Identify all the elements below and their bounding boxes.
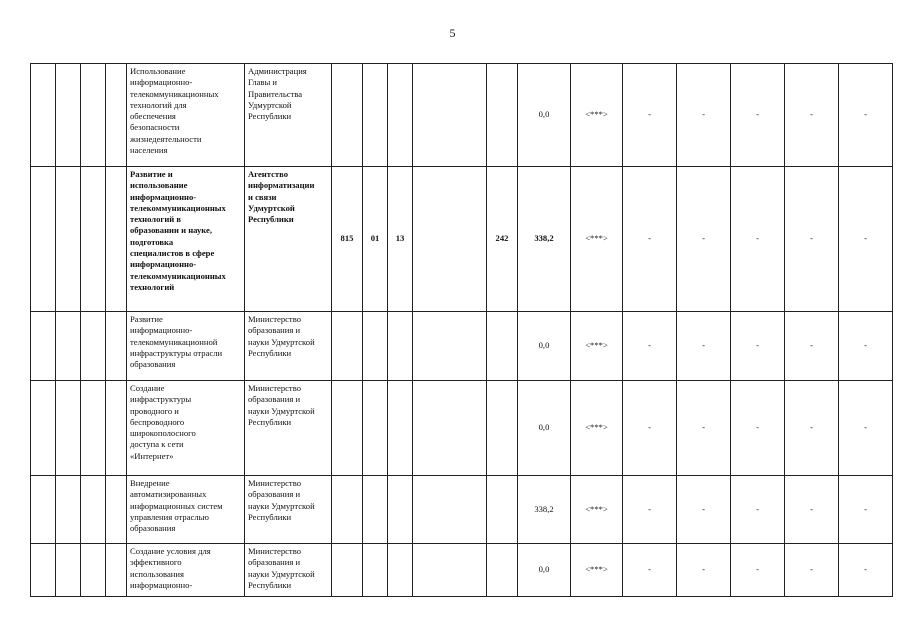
budget-code-cell	[413, 544, 487, 597]
code-cell	[81, 544, 106, 597]
text-line: Использование	[130, 66, 186, 76]
text-line: Развитие	[130, 314, 163, 324]
budget-code-cell	[388, 64, 413, 167]
note-mark-cell: <***>	[571, 64, 623, 167]
text-line: образования	[130, 359, 176, 370]
code-cell	[56, 167, 81, 312]
code-cell	[106, 476, 127, 544]
code-cell	[81, 381, 106, 476]
code-cell	[106, 167, 127, 312]
amount-cell: 0,0	[518, 312, 571, 381]
dash-cell: -	[623, 312, 677, 381]
dash-cell: -	[623, 381, 677, 476]
text-line: инфраструктуры отрасли	[130, 347, 223, 358]
text-line: телекоммуникационных	[130, 202, 226, 213]
table-row	[31, 476, 893, 544]
measure-name-cell	[127, 476, 245, 544]
text-line: Главы и	[248, 77, 278, 88]
budget-code-cell	[487, 64, 518, 167]
text-line: Министерство	[248, 478, 301, 488]
dash-cell: -	[785, 64, 839, 167]
text-line: телекоммуникационной	[130, 336, 218, 347]
text-line: Создание условия для	[130, 546, 211, 556]
budget-code-cell	[332, 381, 363, 476]
budget-code-cell: 13	[388, 167, 413, 312]
code-cell	[31, 381, 56, 476]
text-line: телекоммуникационных	[130, 88, 219, 99]
budget-code-cell	[388, 312, 413, 381]
code-cell	[81, 476, 106, 544]
budget-code-cell	[487, 544, 518, 597]
amount-cell: 0,0	[518, 64, 571, 167]
amount-cell: 338,2	[518, 476, 571, 544]
dash-cell: -	[839, 167, 893, 312]
budget-code-cell	[363, 544, 388, 597]
budget-code-cell	[413, 381, 487, 476]
budget-code-cell	[487, 312, 518, 381]
text-line: образования и	[248, 394, 301, 405]
text-line: Республики	[248, 511, 292, 522]
budget-code-cell	[413, 64, 487, 167]
code-cell	[31, 64, 56, 167]
code-cell	[106, 381, 127, 476]
text-line: технологий	[130, 281, 175, 292]
text-line: широкополосного	[130, 428, 196, 439]
code-cell	[81, 167, 106, 312]
budget-code-cell	[363, 312, 388, 381]
table-row	[31, 312, 893, 381]
table-row	[31, 544, 893, 597]
text-line: управления отраслью	[130, 511, 209, 522]
text-line: информационно-	[130, 579, 193, 590]
measure-name-cell	[127, 167, 245, 312]
note-mark-cell: <***>	[571, 544, 623, 597]
text-line: использование	[130, 180, 188, 191]
note-mark-cell: <***>	[571, 312, 623, 381]
program-table	[30, 63, 893, 597]
dash-cell: -	[839, 476, 893, 544]
text-line: эффективного	[130, 557, 182, 568]
code-cell	[56, 64, 81, 167]
text-line: телекоммуникационных	[130, 270, 226, 281]
measure-name-cell	[127, 64, 245, 167]
code-cell	[31, 312, 56, 381]
dash-cell: -	[623, 476, 677, 544]
note-mark-cell: <***>	[571, 167, 623, 312]
dash-cell: -	[623, 167, 677, 312]
code-cell	[31, 167, 56, 312]
text-line: жизнедеятельности	[130, 133, 202, 144]
code-cell	[31, 476, 56, 544]
text-line: образования и	[248, 489, 301, 500]
text-line: технологий для	[130, 99, 187, 110]
budget-code-cell	[363, 64, 388, 167]
note-mark-cell: <***>	[571, 476, 623, 544]
dash-cell: -	[731, 544, 785, 597]
text-line: Министерство	[248, 383, 301, 393]
text-line: и связи	[248, 191, 277, 202]
dash-cell: -	[785, 476, 839, 544]
measure-name-cell	[127, 381, 245, 476]
budget-code-cell	[332, 312, 363, 381]
text-line: инфраструктуры	[130, 394, 192, 405]
text-line: информационно-	[130, 77, 193, 88]
code-cell	[106, 64, 127, 167]
text-line: беспроводного	[130, 416, 185, 427]
dash-cell: -	[785, 381, 839, 476]
budget-code-cell	[332, 476, 363, 544]
text-line: Правительства	[248, 88, 303, 99]
text-line: проводного и	[130, 405, 179, 416]
code-cell	[56, 312, 81, 381]
text-line: Развитие и	[130, 169, 173, 179]
budget-code-cell	[413, 476, 487, 544]
dash-cell: -	[731, 64, 785, 167]
executor-cell	[245, 544, 332, 597]
budget-code-cell: 815	[332, 167, 363, 312]
dash-cell: -	[677, 167, 731, 312]
code-cell	[106, 544, 127, 597]
text-line: технологий в	[130, 214, 182, 225]
dash-cell: -	[731, 167, 785, 312]
budget-code-cell	[332, 544, 363, 597]
dash-cell: -	[677, 381, 731, 476]
text-line: Создание	[130, 383, 165, 393]
budget-code-cell	[388, 476, 413, 544]
text-line: науки Удмуртской	[248, 405, 315, 416]
text-line: безопасности	[130, 122, 180, 133]
executor-cell	[245, 476, 332, 544]
executor-cell	[245, 381, 332, 476]
dash-cell: -	[839, 544, 893, 597]
text-line: Министерство	[248, 546, 301, 556]
dash-cell: -	[785, 544, 839, 597]
text-line: Республики	[248, 347, 292, 358]
text-line: Республики	[248, 111, 292, 122]
code-cell	[31, 544, 56, 597]
executor-cell	[245, 312, 332, 381]
dash-cell: -	[839, 64, 893, 167]
text-line: науки Удмуртской	[248, 336, 315, 347]
amount-cell: 0,0	[518, 544, 571, 597]
executor-cell	[245, 64, 332, 167]
text-line: образования и	[248, 325, 301, 336]
text-line: обеспечения	[130, 111, 176, 122]
budget-code-cell	[363, 476, 388, 544]
table-row	[31, 381, 893, 476]
text-line: образовании и науке,	[130, 225, 213, 236]
budget-code-cell: 242	[487, 167, 518, 312]
dash-cell: -	[677, 544, 731, 597]
text-line: Удмуртской	[248, 99, 292, 110]
budget-code-cell	[413, 167, 487, 312]
text-line: «Интернет»	[130, 450, 174, 461]
note-mark-cell: <***>	[571, 381, 623, 476]
dash-cell: -	[839, 381, 893, 476]
budget-code-cell	[413, 312, 487, 381]
code-cell	[56, 476, 81, 544]
code-cell	[56, 381, 81, 476]
dash-cell: -	[623, 64, 677, 167]
text-line: Министерство	[248, 314, 301, 324]
amount-cell: 338,2	[518, 167, 571, 312]
text-line: специалистов в сфере	[130, 248, 215, 259]
budget-code-cell: 01	[363, 167, 388, 312]
page-number: 5	[449, 26, 456, 40]
text-line: образования	[130, 523, 176, 534]
text-line: науки Удмуртской	[248, 568, 315, 579]
text-line: информационно-	[130, 259, 197, 270]
dash-cell: -	[839, 312, 893, 381]
code-cell	[81, 64, 106, 167]
dash-cell: -	[731, 381, 785, 476]
text-line: Внедрение	[130, 478, 170, 488]
budget-code-cell	[388, 381, 413, 476]
table-row	[31, 167, 893, 312]
text-line: информационных систем	[130, 500, 223, 511]
measure-name-cell	[127, 544, 245, 597]
text-line: Республики	[248, 214, 294, 225]
text-line: доступа к сети	[130, 439, 184, 450]
text-line: информатизации	[248, 180, 315, 191]
dash-cell: -	[677, 64, 731, 167]
dash-cell: -	[731, 312, 785, 381]
text-line: автоматизированных	[130, 489, 207, 500]
budget-code-cell	[487, 381, 518, 476]
code-cell	[81, 312, 106, 381]
text-line: Республики	[248, 416, 292, 427]
text-line: информационно-	[130, 325, 193, 336]
text-line: Агентство	[248, 169, 289, 179]
executor-cell	[245, 167, 332, 312]
budget-code-cell	[363, 381, 388, 476]
text-line: Республики	[248, 579, 292, 590]
budget-code-cell	[332, 64, 363, 167]
text-line: науки Удмуртской	[248, 500, 315, 511]
dash-cell: -	[785, 312, 839, 381]
table-row	[31, 64, 893, 167]
dash-cell: -	[677, 476, 731, 544]
dash-cell: -	[677, 312, 731, 381]
code-cell	[56, 544, 81, 597]
measure-name-cell	[127, 312, 245, 381]
text-line: информационно-	[130, 191, 197, 202]
budget-code-cell	[388, 544, 413, 597]
text-line: использования	[130, 568, 184, 579]
text-line: образования и	[248, 557, 301, 568]
text-line: населения	[130, 145, 168, 156]
dash-cell: -	[785, 167, 839, 312]
dash-cell: -	[623, 544, 677, 597]
dash-cell: -	[731, 476, 785, 544]
text-line: подготовка	[130, 236, 174, 247]
text-line: Удмуртской	[248, 202, 295, 213]
budget-code-cell	[487, 476, 518, 544]
text-line: Администрация	[248, 66, 307, 76]
amount-cell: 0,0	[518, 381, 571, 476]
code-cell	[106, 312, 127, 381]
